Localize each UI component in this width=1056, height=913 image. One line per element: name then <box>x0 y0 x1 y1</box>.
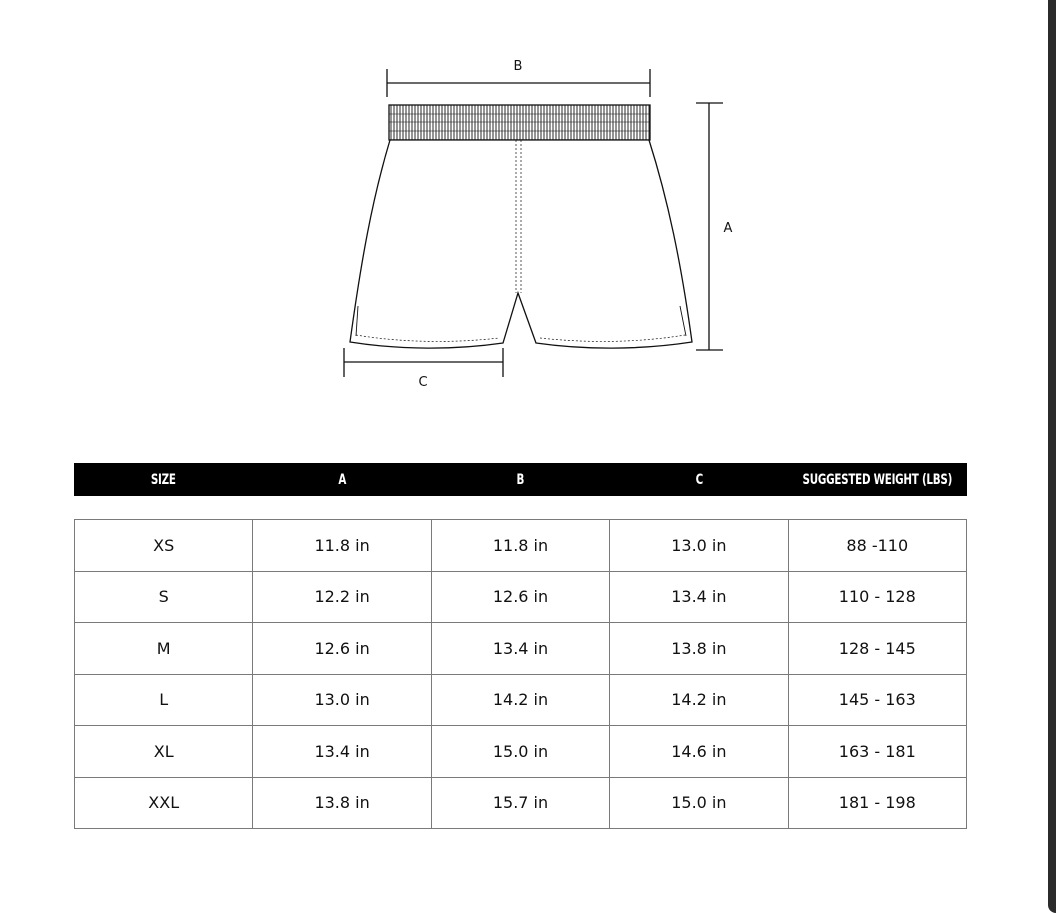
cell-a: 13.0 in <box>253 674 431 726</box>
cell-size: S <box>75 571 253 623</box>
dimension-a <box>696 103 733 350</box>
cell-weight: 181 - 198 <box>788 777 966 829</box>
dimension-b-label: B <box>513 59 523 74</box>
cell-b: 14.2 in <box>431 674 609 726</box>
cell-weight: 145 - 163 <box>788 674 966 726</box>
size-table-header <box>74 463 967 496</box>
cell-b: 13.4 in <box>431 623 609 675</box>
cell-c: 13.0 in <box>610 520 788 572</box>
table-row <box>75 623 967 675</box>
cell-c: 15.0 in <box>610 777 788 829</box>
cell-size: XXL <box>75 777 253 829</box>
cell-b: 12.6 in <box>431 571 609 623</box>
dimension-a-label: A <box>723 221 733 236</box>
cell-weight: 163 - 181 <box>788 726 966 778</box>
cell-c: 14.2 in <box>610 674 788 726</box>
cell-c: 13.4 in <box>610 571 788 623</box>
cell-size: L <box>75 674 253 726</box>
table-row <box>75 726 967 778</box>
header-c: C <box>695 471 703 488</box>
table-row <box>75 520 967 572</box>
cell-c: 13.8 in <box>610 623 788 675</box>
cell-b: 11.8 in <box>431 520 609 572</box>
cell-weight: 110 - 128 <box>788 571 966 623</box>
table-row <box>75 571 967 623</box>
cell-b: 15.7 in <box>431 777 609 829</box>
size-table <box>74 519 967 829</box>
cell-weight: 88 -110 <box>788 520 966 572</box>
cell-a: 13.4 in <box>253 726 431 778</box>
header-a: A <box>338 471 346 488</box>
shorts-body <box>350 140 692 348</box>
dimension-b <box>387 59 650 97</box>
dimension-c <box>344 348 503 390</box>
waistband <box>389 105 650 140</box>
cell-size: M <box>75 623 253 675</box>
cell-size: XS <box>75 520 253 572</box>
cell-a: 12.2 in <box>253 571 431 623</box>
table-row <box>75 674 967 726</box>
shorts-diagram <box>0 0 1056 420</box>
header-suggested-weight: SUGGESTED WEIGHT (LBS) <box>802 471 953 488</box>
table-row <box>75 777 967 829</box>
cell-c: 14.6 in <box>610 726 788 778</box>
cell-a: 11.8 in <box>253 520 431 572</box>
header-b: B <box>516 471 525 488</box>
cell-a: 12.6 in <box>253 623 431 675</box>
dimension-c-label: C <box>418 375 428 390</box>
header-size: SIZE <box>150 471 176 488</box>
cell-b: 15.0 in <box>431 726 609 778</box>
cell-a: 13.8 in <box>253 777 431 829</box>
cell-size: XL <box>75 726 253 778</box>
cell-weight: 128 - 145 <box>788 623 966 675</box>
